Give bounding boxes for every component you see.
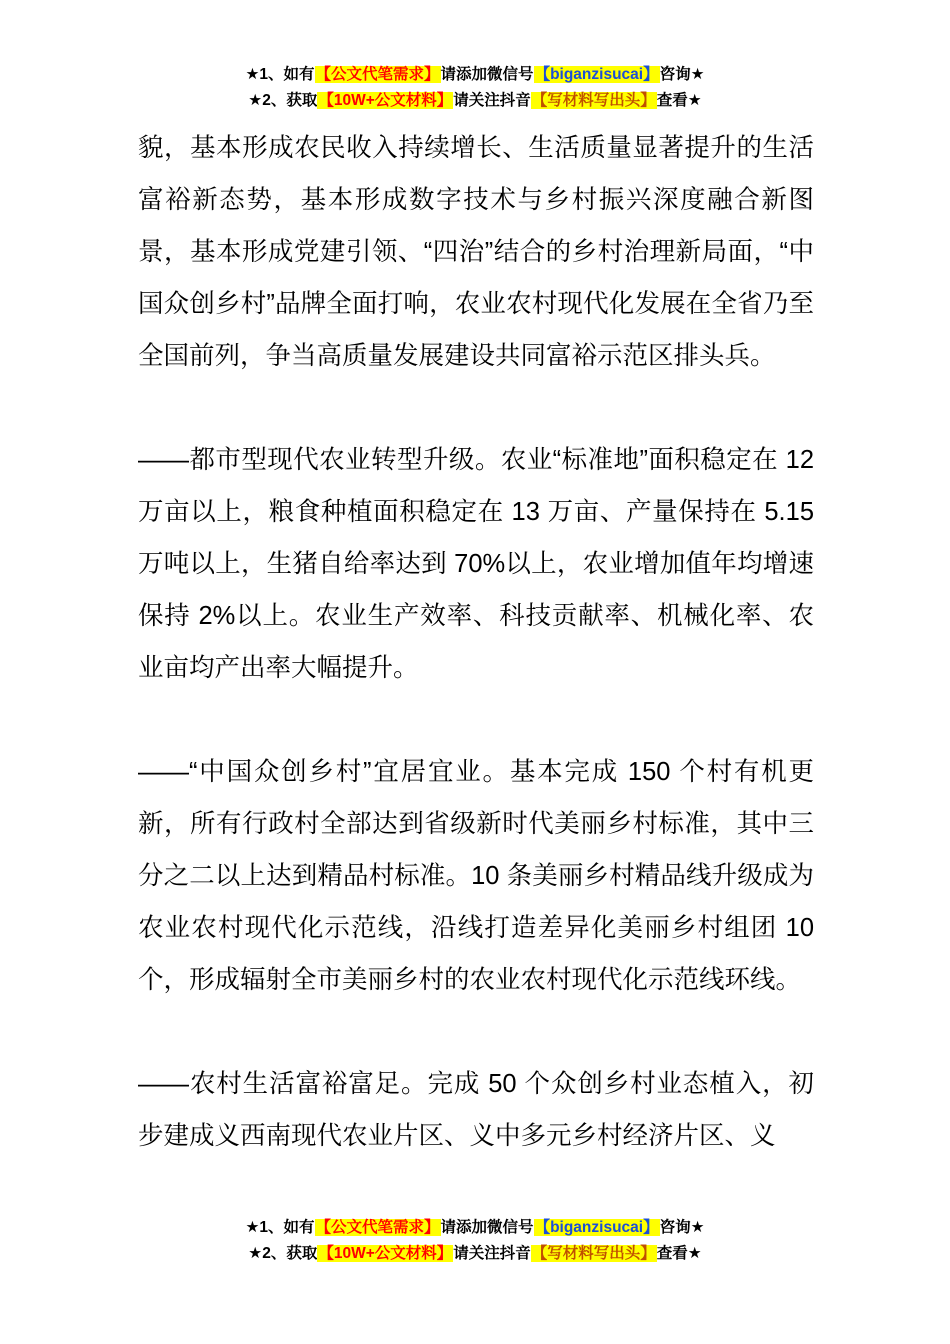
promo-line2-douyin-id: 【写材料写出头】 (531, 92, 656, 109)
promo-line1-suffix: 咨询★ (659, 1219, 705, 1236)
promo-line1-tag: 【公文代笔需求】 (315, 66, 440, 83)
promo-line2-tag: 【10W+公文材料】 (318, 1245, 453, 1262)
paragraph-spacer (138, 694, 814, 746)
promo-line2-prefix: ★2、获取 (248, 1245, 318, 1262)
promo-banner-bottom-line1 (0, 1215, 950, 1241)
paragraph-1: 貌，基本形成农民收入持续增长、生活质量显著提升的生活富裕新态势，基本形成数字技术与乡村振兴深度融合新图景，基本形成党建引领、“四治”结合的乡村治理新局面，“中国众创乡村”品牌全面打响，农业农村现代化发展在全省乃至全国前列，争当高质量发展建设共同富裕示范区排头兵。 (138, 134, 814, 370)
paragraph-spacer (138, 382, 814, 434)
document-body (138, 122, 814, 1162)
paragraph-2: ——都市型现代农业转型升级。农业“标准地”面积稳定在 12 万亩以上，粮食种植面积稳定在 13 万亩、产量保持在 5.15 万吨以上，生猪自给率达到 70%以上，农业增加值年均增速保持 2%以上。农业生产效率、科技贡献率、机械化率、农业亩均产出率大幅提升。 (138, 446, 814, 682)
promo-line1-wechat-id: 【biganzisucai】 (534, 66, 659, 83)
promo-line1-mid: 请添加微信号 (440, 1219, 534, 1236)
promo-banner-top-line2 (0, 88, 950, 114)
promo-line2-mid: 请关注抖音 (453, 1245, 531, 1262)
paragraph-3: ——“中国众创乡村”宜居宜业。基本完成 150 个村有机更新，所有行政村全部达到省级新时代美丽乡村标准，其中三分之二以上达到精品村标准。10 条美丽乡村精品线升级成为农业农村现代化示范线，沿线打造差异化美丽乡村组团 10 个，形成辐射全市美丽乡村的农业农村现代化示范线环线。 (138, 758, 814, 994)
promo-line2-mid: 请关注抖音 (453, 92, 531, 109)
promo-line1-prefix: ★1、如有 (245, 1219, 315, 1236)
promo-banner-bottom (0, 1215, 950, 1267)
promo-line2-douyin-id: 【写材料写出头】 (531, 1245, 656, 1262)
paragraph-4: ——农村生活富裕富足。完成 50 个众创乡村业态植入，初步建成义西南现代农业片区、义中多元乡村经济片区、义 (138, 1070, 814, 1150)
promo-line1-suffix: 咨询★ (659, 66, 705, 83)
promo-line1-tag: 【公文代笔需求】 (315, 1219, 440, 1236)
promo-line2-suffix: 查看★ (656, 92, 702, 109)
promo-banner-bottom-line2 (0, 1241, 950, 1267)
promo-line1-mid: 请添加微信号 (440, 66, 534, 83)
promo-line2-tag: 【10W+公文材料】 (318, 92, 453, 109)
promo-line1-prefix: ★1、如有 (245, 66, 315, 83)
promo-line1-wechat-id: 【biganzisucai】 (534, 1219, 659, 1236)
promo-line2-suffix: 查看★ (656, 1245, 702, 1262)
paragraph-spacer (138, 1006, 814, 1058)
promo-banner-top-line1 (0, 62, 950, 88)
promo-line2-prefix: ★2、获取 (248, 92, 318, 109)
promo-banner-top (0, 62, 950, 114)
